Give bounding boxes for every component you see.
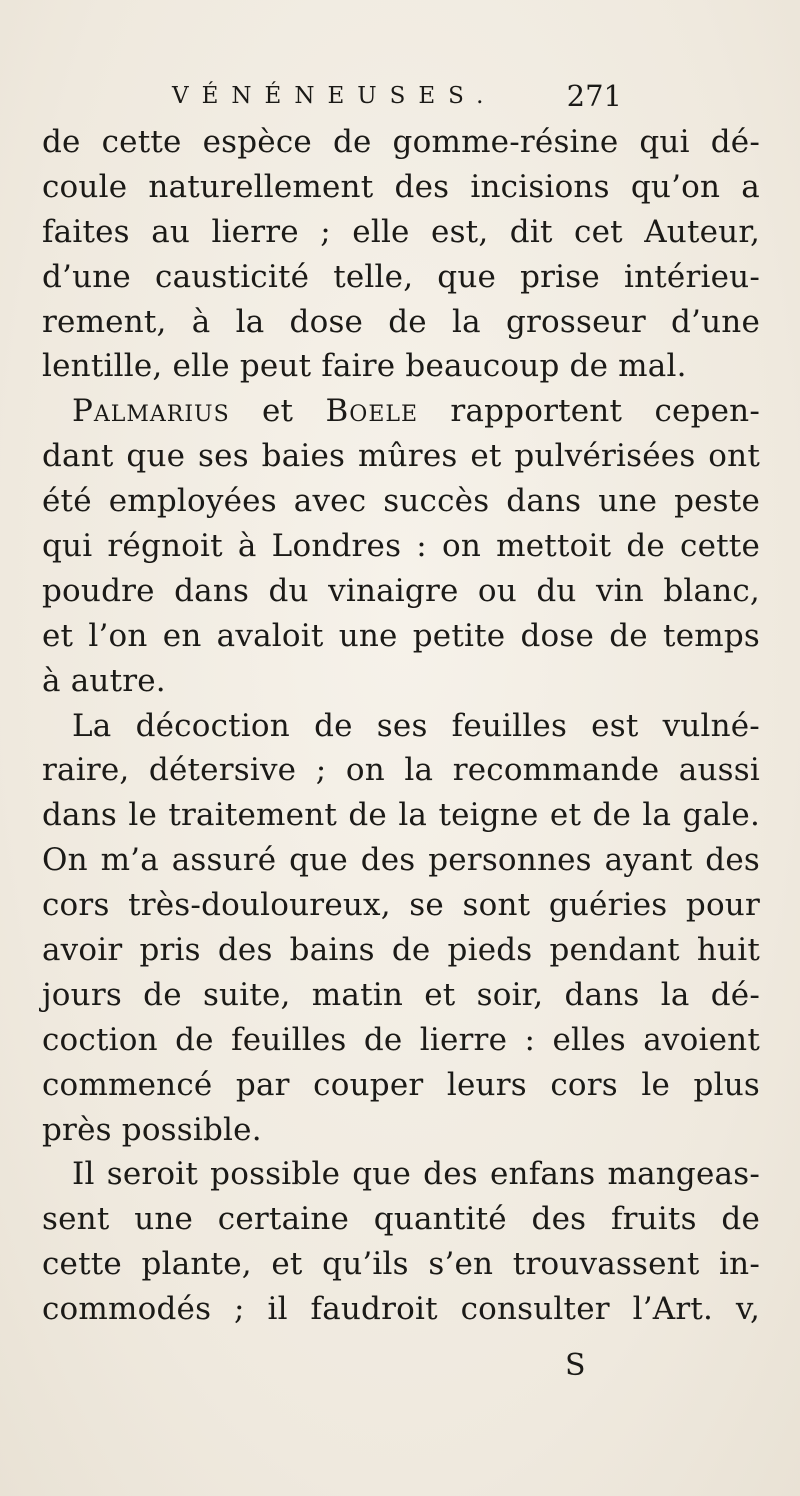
text-line: cors très-douloureux, se sont guéries pour	[42, 887, 760, 924]
text-line: lentille, elle peut faire beaucoup de mal.	[42, 348, 687, 385]
text-line: La décoction de ses feuilles est vulné-	[72, 707, 760, 744]
text-line: cette plante, et qu’ils s’en trouvassent in-	[42, 1246, 760, 1283]
page-header	[172, 78, 622, 114]
text-line: jours de suite, matin et soir, dans la dé-	[42, 976, 760, 1013]
text-fragment: rapportent cepen-	[418, 393, 760, 430]
text-line: poudre dans du vinaigre ou du vin blanc,	[42, 572, 760, 609]
text-line: près possible.	[42, 1111, 262, 1148]
text-line: sent une certaine quantité des fruits de	[42, 1201, 760, 1238]
text-line: de cette espèce de gomme-résine qui dé-	[42, 124, 760, 160]
text-line: Il seroit possible que des enfans mangeas-	[72, 1156, 760, 1193]
text-line: d’une causticité telle, que prise intérieu-	[42, 258, 760, 295]
text-fragment: et	[229, 393, 326, 430]
text-line: coction de feuilles de lierre : elles avoient	[42, 1021, 760, 1058]
text-line: et l’on en avaloit une petite dose de temps	[42, 617, 760, 654]
text-line: commencé par couper leurs cors le plus	[42, 1066, 760, 1103]
text-line: dans le traitement de la teigne et de la gale.	[42, 797, 760, 834]
text-line: rement, à la dose de la grosseur d’une	[42, 303, 760, 340]
text-line	[42, 389, 760, 434]
running-title: VÉNÉNEUSES.	[172, 83, 497, 109]
text-line: dant que ses baies mûres et pulvérisées ont	[42, 438, 760, 475]
text-line: été employées avec succès dans une peste	[42, 483, 760, 520]
page-number: 271	[566, 79, 622, 113]
text-line: On m’a assuré que des personnes ayant des	[42, 842, 760, 879]
body-text	[42, 120, 760, 1332]
text-line: à autre.	[42, 662, 166, 699]
text-line: qui régnoit à Londres : on mettoit de cette	[42, 528, 760, 565]
author-name: Boele	[325, 393, 419, 430]
signature-mark: S	[565, 1348, 586, 1383]
text-line: commodés ; il faudroit consulter l’Art. v,	[42, 1291, 760, 1328]
text-line: coule naturellement des incisions qu’on a	[42, 168, 760, 205]
text-line: avoir pris des bains de pieds pendant huit	[42, 932, 760, 969]
text-line: raire, détersive ; on la recommande aussi	[42, 752, 760, 789]
author-name: Palmarius	[72, 393, 230, 430]
text-line: faites au lierre ; elle est, dit cet Auteur,	[42, 213, 760, 250]
